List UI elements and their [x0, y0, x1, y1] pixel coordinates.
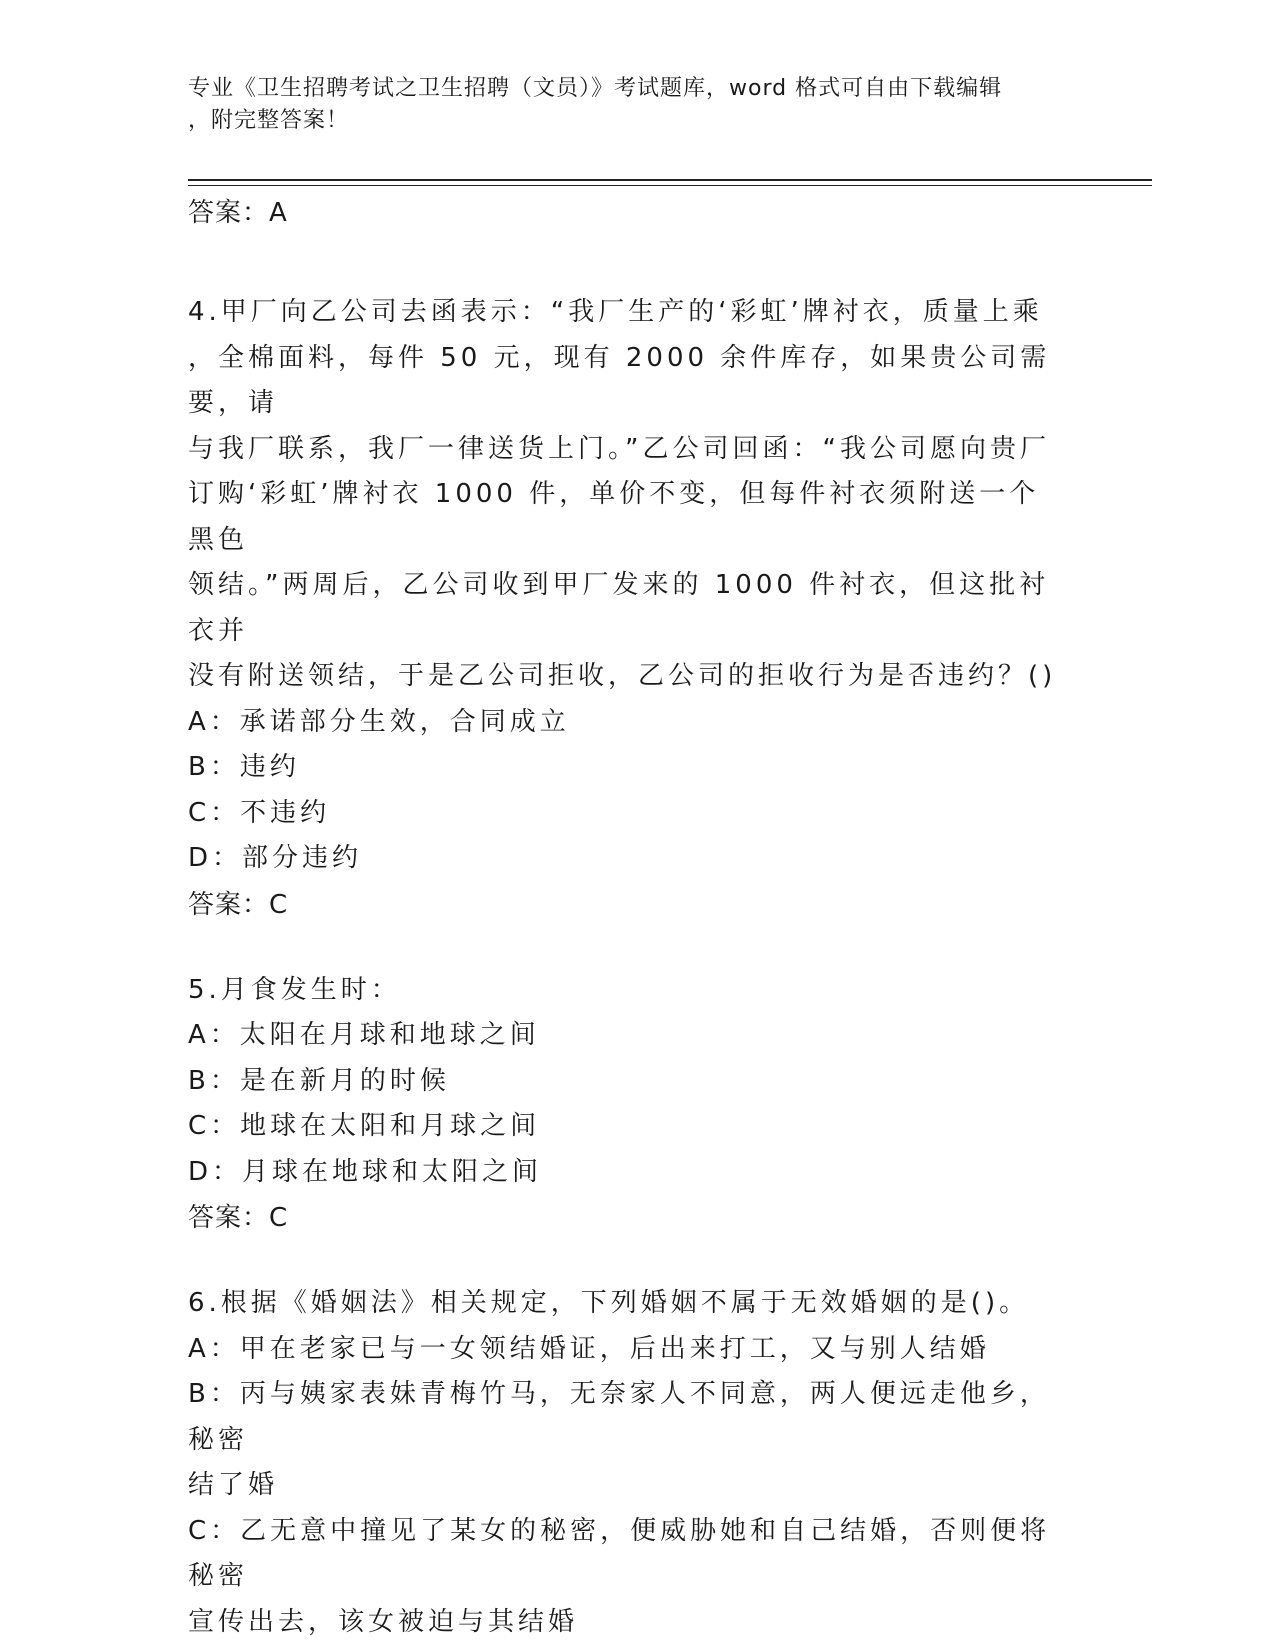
option-b-continued: 结了婚	[188, 1470, 279, 1500]
question-4	[188, 290, 1068, 928]
question-stem-line: 4.甲厂向乙公司去函表示：“我厂生产的‘彩虹’牌衬衣，质量上乘	[188, 297, 1043, 327]
option-a: A：太阳在月球和地球之间	[188, 1020, 540, 1050]
option-a: A：承诺部分生效，合同成立	[188, 706, 570, 737]
option-b: B：违约	[188, 752, 300, 782]
answer-line: 答案：C	[188, 889, 289, 920]
header-divider-thick	[188, 179, 1152, 181]
spacer	[188, 1241, 1068, 1281]
question-6	[188, 1281, 1068, 1645]
question-stem-line: 领结。”两周后，乙公司收到甲厂发来的 1000 件衬衣，但这批衬衣并	[188, 570, 1050, 646]
question-stem-line: ，全棉面料，每件 50 元，现有 2000 余件库存，如果贵公司需要，请	[188, 342, 1051, 418]
spacer	[188, 928, 1068, 968]
question-stem-line: 没有附送领结，于是乙公司拒收，乙公司的拒收行为是否违约？()	[188, 661, 1057, 691]
option-c: C：乙无意中撞见了某女的秘密，便威胁她和自己结婚，否则便将秘密	[188, 1515, 1051, 1591]
question-stem-line: 订购‘彩虹’牌衬衣 1000 件，单价不变，但每件衬衣须附送一个黑色	[188, 479, 1040, 555]
question-5	[188, 968, 1068, 1242]
document-header	[188, 73, 1068, 137]
question-list	[188, 190, 1068, 1645]
option-c: C：不违约	[188, 797, 331, 828]
option-a: A：甲在老家已与一女领结婚证，后出来打工，又与别人结婚	[188, 1333, 990, 1364]
option-d: D：部分违约	[188, 843, 363, 873]
option-c: C：地球在太阳和月球之间	[188, 1111, 541, 1141]
option-b: B：是在新月的时候	[188, 1065, 450, 1096]
option-c-continued: 宣传出去，该女被迫与其结婚	[188, 1606, 579, 1637]
header-line-2: ，附完整答案！	[188, 108, 350, 133]
answer-line: 答案：A	[188, 198, 288, 228]
spacer	[188, 236, 1068, 290]
option-b: B：丙与姨家表妹青梅竹马，无奈家人不同意，两人便远走他乡，秘密	[188, 1379, 1050, 1455]
answer-line: 答案：C	[188, 1203, 289, 1233]
question-stem-line: 与我厂联系，我厂一律送货上门。”乙公司回函：“我公司愿向贵厂	[188, 433, 1050, 464]
header-line-1: 专业《卫生招聘考试之卫生招聘（文员）》考试题库，word 格式可自由下载编辑	[188, 76, 1003, 101]
option-d: D：月球在地球和太阳之间	[188, 1156, 543, 1187]
question-stem-line: 6.根据《婚姻法》相关规定，下列婚姻不属于无效婚姻的是()。	[188, 1288, 1030, 1318]
header-divider-thin	[188, 185, 1152, 186]
question-stem-line: 5.月食发生时：	[188, 974, 401, 1005]
